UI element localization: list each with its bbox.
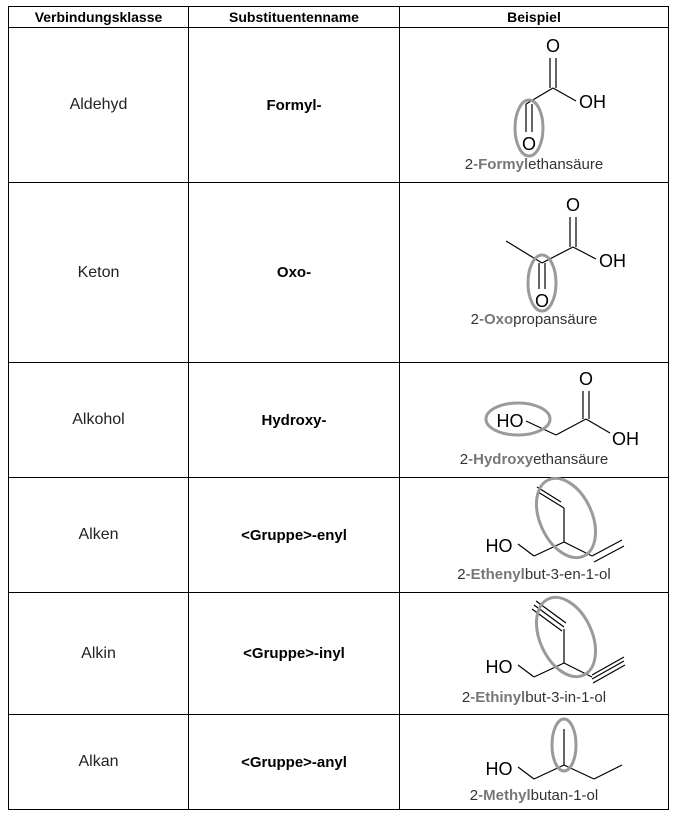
substituentenname-cell: <Gruppe>-inyl: [189, 593, 400, 715]
atom-label: HO: [485, 759, 513, 779]
verbindungsklasse-cell: Alkin: [9, 593, 189, 715]
structure-ethenylbutenol: [434, 478, 634, 566]
verbindungsklasse-cell: Alkohol: [9, 363, 189, 478]
highlight-ellipse: [525, 469, 608, 567]
structure-formylethanoic-acid: [434, 28, 634, 156]
example-name: 2-Formylethansäure: [464, 156, 604, 173]
beispiel-cell: [400, 183, 669, 363]
example-name: 2-Oxopropansäure: [470, 311, 598, 328]
substituentenname-cell: <Gruppe>-anyl: [189, 715, 400, 810]
verbindungsklasse-cell: Keton: [9, 183, 189, 363]
beispiel-cell: [400, 28, 669, 183]
example-name: 2-Ethenylbut-3-en-1-ol: [457, 566, 611, 583]
header-beispiel: Beispiel: [400, 7, 669, 28]
table-row: [9, 183, 669, 363]
atom-label: OH: [612, 429, 639, 449]
substituentenname-cell: Oxo-: [189, 183, 400, 363]
beispiel-cell: [400, 715, 669, 810]
example-name: 2-Methylbutan-1-ol: [469, 787, 599, 804]
verbindungsklasse-cell: Alkan: [9, 715, 189, 810]
atom-label: HO: [485, 657, 513, 677]
atom-label: O: [565, 195, 581, 215]
table-row: [9, 28, 669, 183]
atom-label: HO: [485, 536, 513, 556]
header-row: [9, 7, 669, 28]
beispiel-cell: [400, 478, 669, 593]
beispiel-cell: [400, 593, 669, 715]
atom-label: HO: [496, 411, 524, 431]
substituentenname-cell: Hydroxy-: [189, 363, 400, 478]
table-row: [9, 715, 669, 810]
substituentenname-cell: <Gruppe>-enyl: [189, 478, 400, 593]
structure-hydroxyethanoic-acid: [434, 363, 639, 451]
atom-label: O: [578, 369, 594, 389]
structure-ethinylbutinol: [434, 593, 634, 689]
table-row: [9, 478, 669, 593]
example-name: 2-Hydroxyethansäure: [459, 451, 609, 468]
verbindungsklasse-cell: Alken: [9, 478, 189, 593]
header-verbindungsklasse: Verbindungsklasse: [9, 7, 189, 28]
header-substituentenname: Substituentenname: [189, 7, 400, 28]
substituent-table: [8, 6, 669, 810]
atom-label: OH: [579, 92, 606, 112]
atom-label: O: [521, 134, 537, 154]
structure-methylbutanol: [434, 715, 634, 787]
atom-label: O: [545, 36, 561, 56]
atom-label: O: [534, 291, 550, 311]
substituentenname-cell: Formyl-: [189, 28, 400, 183]
verbindungsklasse-cell: Aldehyd: [9, 28, 189, 183]
structure-oxopropanoic-acid: [434, 183, 634, 311]
example-name: 2-Ethinylbut-3-in-1-ol: [461, 689, 607, 706]
beispiel-cell: [400, 363, 669, 478]
table-row: [9, 593, 669, 715]
atom-label: OH: [599, 251, 626, 271]
highlight-ellipse: [525, 588, 608, 686]
table-row: [9, 363, 669, 478]
